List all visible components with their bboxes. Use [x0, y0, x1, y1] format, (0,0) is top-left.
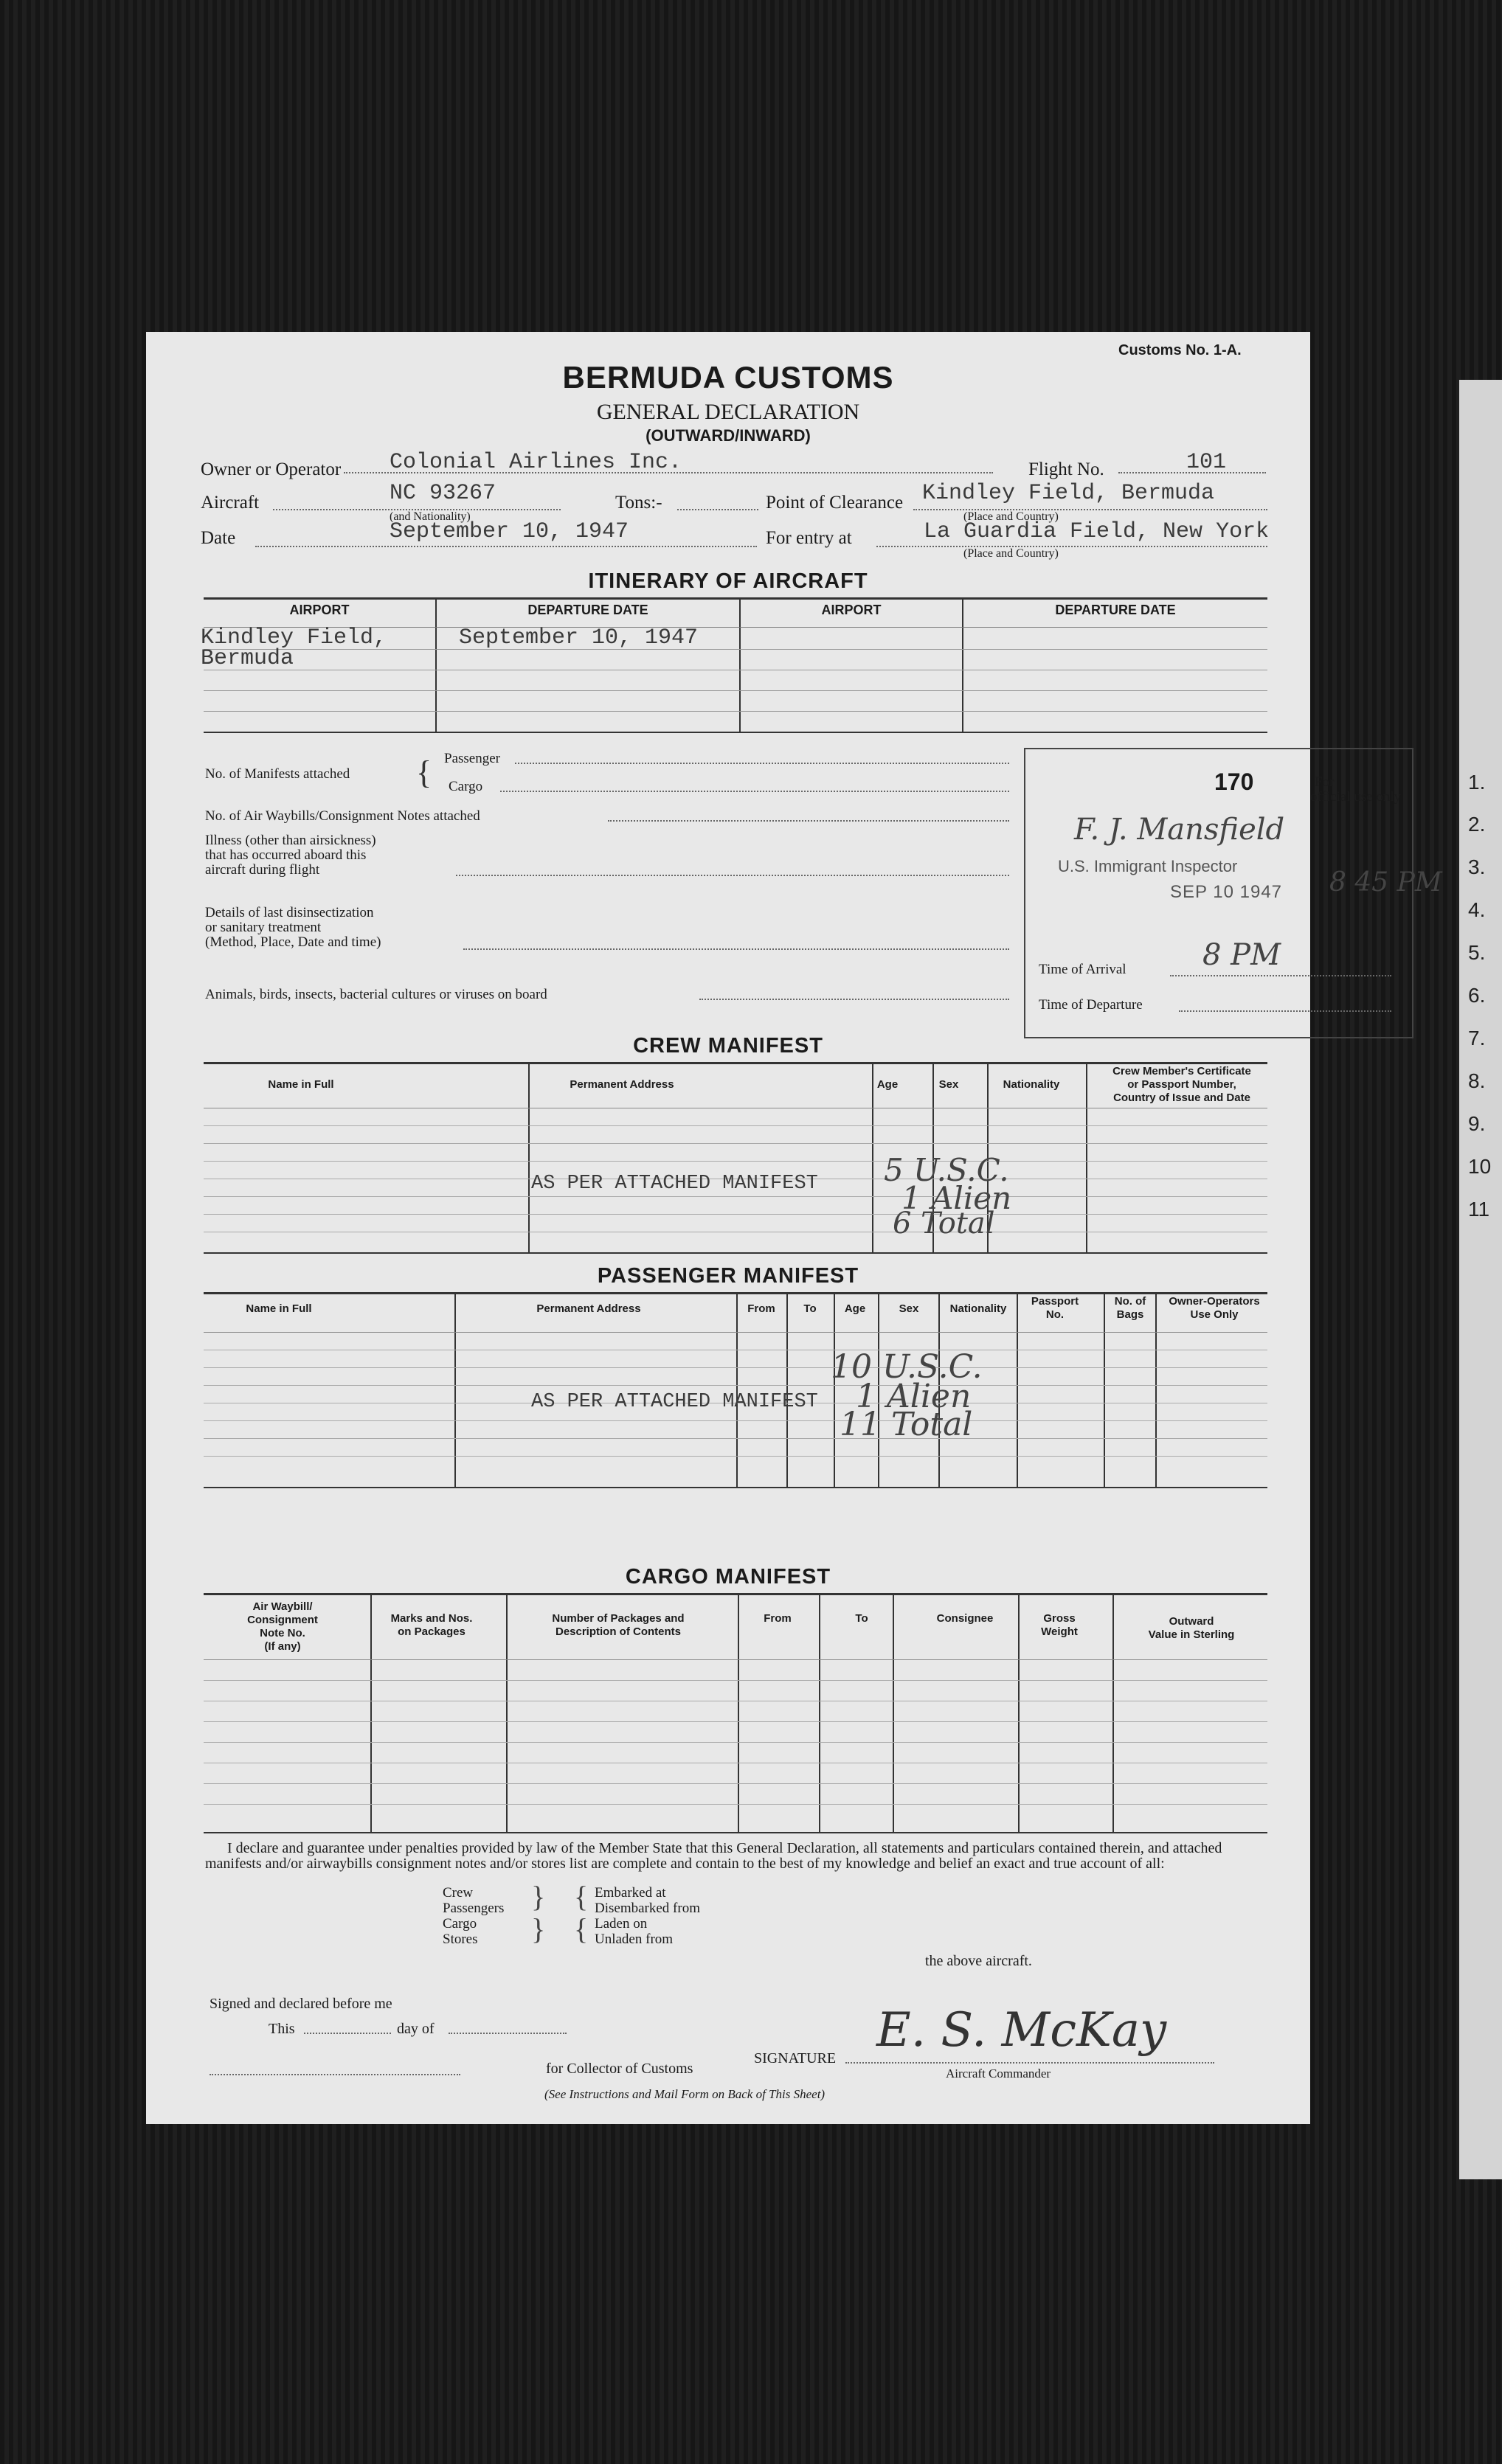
illness-label: Illness (other than airsickness) that has occurred aboard this aircraft during flight	[205, 833, 376, 878]
clearance-value: Kindley Field, Bermuda	[922, 481, 1215, 506]
crew-tally-alien: 1 Alien	[901, 1180, 1012, 1216]
declaration-crew: Crew	[443, 1885, 474, 1901]
passenger-col-name: Name in Full	[246, 1302, 312, 1315]
flight-value: 101	[1186, 450, 1227, 475]
commander-signature: E. S. McKay	[876, 2003, 1167, 2058]
passenger-col-address: Permanent Address	[536, 1302, 641, 1315]
signed-before-label: Signed and declared before me	[210, 1996, 392, 2012]
side-number: 4.	[1468, 898, 1486, 921]
cargo-col-packages: Number of Packages and Description of Contents	[552, 1612, 685, 1638]
passenger-col-bags: No. of Bags	[1114, 1295, 1146, 1321]
passenger-col-passport: Passport No.	[1031, 1295, 1079, 1321]
adjacent-page-strip	[1459, 380, 1502, 2179]
crew-col-nationality: Nationality	[1003, 1078, 1060, 1091]
waybills-label: No. of Air Waybills/Consignment Notes attached	[205, 808, 480, 824]
crew-note: AS PER ATTACHED MANIFEST	[531, 1173, 818, 1195]
declaration-cargo: Cargo	[443, 1916, 477, 1932]
aircraft-label: Aircraft	[201, 493, 260, 513]
stamp-date: SEP 10 1947	[1170, 882, 1283, 902]
form-subtitle: GENERAL DECLARATION	[596, 400, 860, 424]
disinsect-label: Details of last disinsectization or sanitary treatment (Method, Place, Date and time)	[205, 905, 381, 950]
declaration-disembarked: Disembarked from	[595, 1901, 700, 1916]
arrival-label: Time of Arrival	[1039, 962, 1126, 977]
cargo-col-marks: Marks and Nos. on Packages	[390, 1612, 473, 1638]
crew-tally-total: 6 Total	[893, 1207, 995, 1240]
crew-col-sex: Sex	[938, 1078, 959, 1091]
itinerary-col-airport-2: AIRPORT	[821, 603, 882, 617]
cargo-title: CARGO MANIFEST	[625, 1565, 831, 1589]
itinerary-col-departure: DEPARTURE DATE	[527, 603, 648, 617]
cargo-manifest-label: Cargo	[449, 779, 483, 794]
cargo-col-to: To	[855, 1612, 868, 1625]
declaration-brace-right: { {	[574, 1880, 589, 1946]
arrival-value: 8 PM	[1202, 938, 1281, 972]
side-number: 2.	[1468, 813, 1486, 836]
passenger-col-from: From	[747, 1302, 775, 1315]
declaration-form	[146, 332, 1442, 2124]
declaration-items-right	[595, 1885, 700, 1947]
side-number: 8.	[1468, 1069, 1486, 1092]
declaration-above: the above aircraft.	[925, 1953, 1032, 1969]
passenger-title: PASSENGER MANIFEST	[597, 1264, 859, 1288]
side-number: 5.	[1468, 941, 1486, 964]
declaration-laden: Laden on	[595, 1916, 648, 1932]
passenger-tally-total: 11 Total	[840, 1406, 973, 1443]
side-number: 6.	[1468, 984, 1486, 1007]
collector-label: for Collector of Customs	[546, 2061, 693, 2077]
form-number: Customs No. 1-A.	[1118, 342, 1242, 358]
cargo-col-from: From	[764, 1612, 792, 1625]
passenger-manifest-label: Passenger	[444, 751, 500, 766]
crew-col-age: Age	[876, 1078, 899, 1091]
owner-label: Owner or Operator	[201, 459, 342, 479]
clearance-note: (Place and Country)	[963, 510, 1059, 523]
passenger-tally-usc: 10 U.S.C.	[831, 1348, 983, 1386]
crew-col-address: Permanent Address	[570, 1078, 674, 1091]
passenger-col-sex: Sex	[899, 1302, 919, 1315]
day-of-label: day of	[397, 2021, 435, 2037]
clearance-label: Point of Clearance	[766, 493, 904, 513]
inspector-signature: F. J. Mansfield	[1074, 813, 1285, 847]
form-title: BERMUDA CUSTOMS	[562, 360, 894, 395]
side-number: 3.	[1468, 856, 1486, 878]
side-number: 1.	[1468, 771, 1486, 794]
form-direction: (OUTWARD/INWARD)	[646, 426, 811, 445]
tons-label: Tons:-	[615, 493, 662, 513]
passenger-col-owner: Owner-Operators Use Only	[1169, 1295, 1260, 1321]
itinerary-col-airport: AIRPORT	[289, 603, 350, 617]
animals-label: Animals, birds, insects, bacterial cultures or viruses on board	[205, 987, 547, 1002]
cargo-col-weight: Gross Weight	[1041, 1612, 1078, 1638]
crew-col-name: Name in Full	[268, 1078, 334, 1091]
itinerary-departure-1: September 10, 1947	[459, 625, 699, 650]
entry-note: (Place and Country)	[963, 547, 1059, 560]
date-value: September 10, 1947	[390, 519, 629, 544]
crew-col-certificate: Crew Member's Certificate or Passport Number, Country of Issue and Date	[1112, 1065, 1251, 1104]
cargo-col-waybill: Air Waybill/ Consignment Note No. (If any)	[247, 1600, 318, 1653]
declaration-unladen: Unladen from	[595, 1932, 674, 1947]
passenger-col-age: Age	[844, 1302, 866, 1315]
departure-time-label: Time of Departure	[1039, 997, 1143, 1013]
declaration-stores: Stores	[443, 1932, 478, 1947]
official-number: 170	[1214, 768, 1254, 795]
itinerary-col-departure-2: DEPARTURE DATE	[1055, 603, 1176, 617]
crew-title: CREW MANIFEST	[633, 1034, 823, 1058]
cargo-col-consignee: Consignee	[936, 1612, 994, 1625]
time-note: 8 45 PM	[1329, 867, 1442, 898]
official-use-box	[1024, 748, 1442, 1038]
aircraft-value: NC 93267	[390, 481, 496, 506]
itinerary-airport-1: Kindley Field,	[201, 625, 387, 650]
side-number: 11	[1468, 1198, 1490, 1221]
itinerary-airport-1-country: Bermuda	[201, 646, 294, 671]
inspector-stamp: U.S. Immigrant Inspector	[1058, 857, 1238, 875]
declaration-items-left	[443, 1885, 504, 1947]
entry-label: For entry at	[766, 528, 852, 548]
side-number: 10	[1468, 1155, 1492, 1178]
official-use-label: official use only	[1310, 789, 1402, 805]
passenger-tally-alien: 1 Alien	[856, 1378, 972, 1415]
declaration-embarked: Embarked at	[595, 1885, 666, 1901]
passenger-note: AS PER ATTACHED MANIFEST	[531, 1391, 818, 1413]
date-label: Date	[201, 528, 236, 548]
manifests-brace: {	[416, 754, 432, 791]
flight-label: Flight No.	[1028, 459, 1104, 479]
commander-label: Aircraft Commander	[946, 2066, 1051, 2080]
official-for-label: For	[1315, 774, 1335, 790]
declaration-text: I declare and guarantee under penalties provided by law of the Member State that this General Declaration, all statements and particulars contained therein, and attached manifests and/or airwaybills consignment notes and/or stores list are complete and contain to the best of my knowledge and belief an exact and true account of all:	[205, 1840, 1222, 1872]
signature-label: SIGNATURE	[754, 2050, 837, 2066]
itinerary-title: ITINERARY OF AIRCRAFT	[588, 569, 868, 593]
owner-value: Colonial Airlines Inc.	[390, 450, 682, 475]
entry-value: La Guardia Field, New York	[924, 519, 1270, 544]
manifests-label: No. of Manifests attached	[205, 766, 350, 782]
form-footer: (See Instructions and Mail Form on Back of This Sheet)	[544, 2087, 826, 2101]
passenger-col-to: To	[803, 1302, 817, 1315]
crew-tally-usc: 5 U.S.C.	[884, 1152, 1009, 1188]
side-number: 7.	[1468, 1027, 1486, 1049]
declaration-passengers: Passengers	[443, 1901, 505, 1916]
side-number: 9.	[1468, 1112, 1486, 1135]
cargo-col-value: Outward Value in Sterling	[1148, 1615, 1235, 1641]
aircraft-note: (and Nationality)	[390, 510, 471, 523]
declaration-brace: } }	[531, 1880, 546, 1946]
passenger-col-nationality: Nationality	[949, 1302, 1007, 1315]
this-label: This	[269, 2021, 295, 2037]
